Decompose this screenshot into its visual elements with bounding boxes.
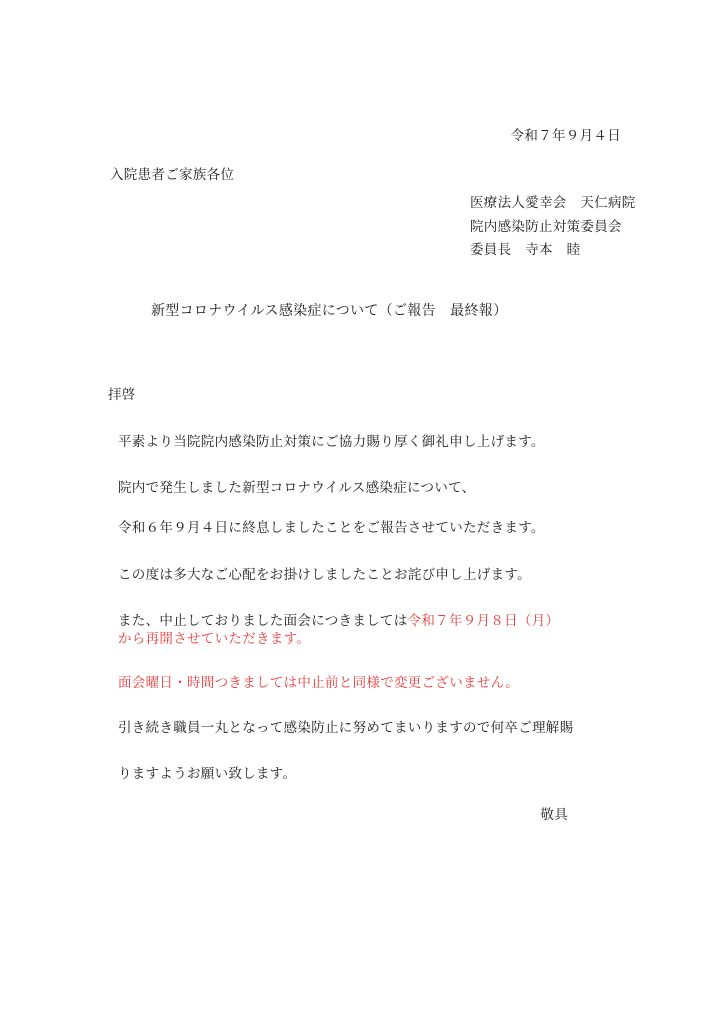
body-line-2: 院内で発生しました新型コロナウイルス感染症について、 — [118, 480, 476, 496]
closing-salutation: 敬具 — [540, 807, 568, 823]
document-title: 新型コロナウイルス感染症について（ご報告 最終報） — [151, 303, 508, 319]
visiting-hours-note: 面会曜日・時間つきましては中止前と同様で変更ございません。 — [118, 675, 520, 691]
body-line-6-highlight: から再開させていただきます。 — [118, 631, 311, 647]
addressee: 入院患者ご家族各位 — [110, 167, 235, 183]
sender-organization: 医療法人愛幸会 天仁病院 — [470, 195, 636, 211]
body-line-4: この度は多大なご心配をお掛けしましたことお詫び申し上げます。 — [118, 567, 531, 583]
body-line-5-text: また、中止しておりました面会につきましては — [118, 613, 408, 629]
body-line-3: 令和６年９月４日に終息しましたことをご報告させていただきます。 — [118, 520, 545, 536]
body-line-8: 引き続き職員一丸となって感染防止に努めてまいりますので何卒ご理解賜 — [118, 720, 574, 736]
opening-greeting: 拝啓 — [108, 387, 136, 403]
reopen-date-highlight: 令和７年９月８日（月） — [407, 613, 560, 629]
document-date: 令和７年９月４日 — [510, 128, 621, 144]
body-line-1: 平素より当院院内感染防止対策にご協力賜り厚く御礼申し上げます。 — [118, 434, 545, 450]
body-line-9: りますようお願い致します。 — [118, 766, 297, 782]
sender-committee: 院内感染防止対策委員会 — [470, 219, 622, 235]
body-line-5 — [118, 612, 559, 630]
sender-chair: 委員長 寺本 睦 — [470, 242, 581, 258]
